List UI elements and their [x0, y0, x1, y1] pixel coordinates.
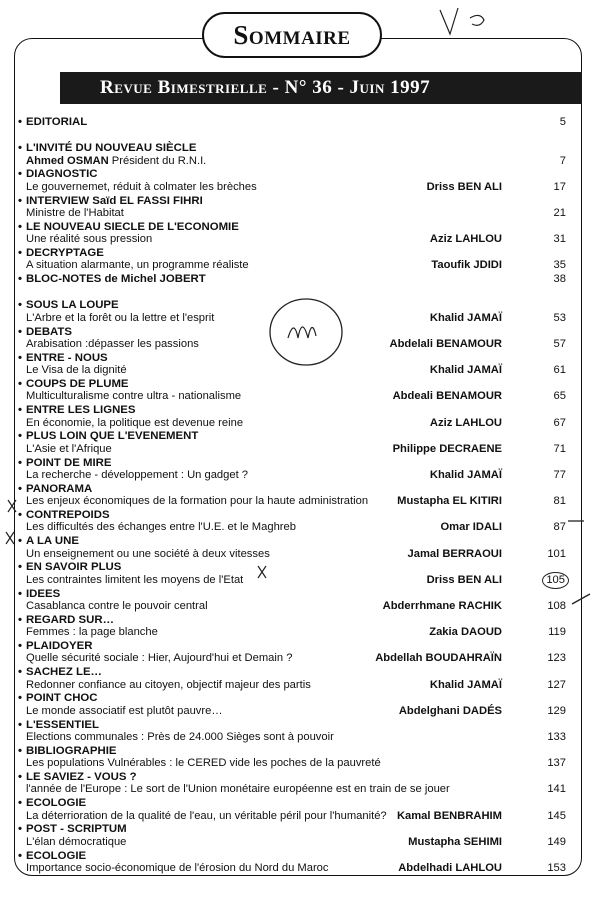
toc-article-title: Le Visa de la dignité: [26, 364, 127, 377]
toc-page-number: 53: [553, 311, 566, 324]
bullet: •: [18, 194, 22, 207]
toc-page-number: 17: [553, 180, 566, 193]
bullet: •: [18, 744, 22, 757]
toc-article-title: Multiculturalisme contre ultra - nationalisme: [26, 390, 242, 403]
toc-article-title: L'élan démocratique: [26, 835, 127, 848]
bullet: •: [18, 247, 22, 259]
toc-page-number: 127: [547, 678, 566, 691]
toc-section-title: ECOLOGIE: [26, 849, 87, 862]
toc-article-title: Le gouvernemet, réduit à colmater les brèches: [26, 180, 257, 193]
bullet: •: [18, 116, 22, 128]
bullet: •: [18, 561, 22, 574]
x-mark: [6, 532, 14, 544]
toc-page-number: 81: [553, 495, 566, 508]
toc-article-title: Ahmed OSMAN Président du R.N.I.: [26, 154, 207, 167]
bullet: •: [18, 220, 22, 233]
toc-page-number: 133: [547, 731, 566, 743]
toc-author: Khalid JAMAÏ: [429, 364, 502, 377]
toc-author: Khalid JAMAÏ: [429, 469, 502, 481]
toc-author: Khalid JAMAÏ: [429, 311, 502, 324]
bullet: •: [18, 509, 22, 521]
bullet: •: [18, 849, 22, 862]
toc-article-title: Les enjeux économiques de la formation pour la haute administration: [26, 495, 369, 508]
toc-page-number: 105: [542, 572, 569, 589]
toc-article-title: L'Asie et l'Afrique: [26, 442, 112, 455]
toc-page-number: 145: [547, 809, 566, 822]
bullet: •: [18, 692, 22, 705]
toc-section-title: L'INVITÉ DU NOUVEAU SIÈCLE: [26, 142, 197, 155]
scribble-mark: [440, 8, 484, 34]
toc-article-title: Femmes : la page blanche: [26, 626, 158, 639]
toc-section-title: LE NOUVEAU SIECLE DE L'ECONOMIE: [26, 220, 239, 233]
bullet: •: [18, 823, 22, 836]
toc-section-title: POINT CHOC: [26, 692, 98, 705]
toc-section-title: ENTRE - NOUS: [26, 351, 108, 364]
bullet: •: [18, 430, 22, 443]
toc-article-title: A situation alarmante, un programme réaliste: [26, 259, 249, 272]
toc-section-title: SACHEZ LE…: [26, 666, 102, 679]
toc-author: Omar IDALI: [440, 521, 502, 534]
toc-author: Mustapha SEHIMI: [408, 835, 502, 848]
toc-page-number: 71: [553, 442, 566, 455]
toc-article-title: Casablanca contre le pouvoir central: [26, 600, 208, 612]
bullet: •: [18, 168, 22, 181]
toc-article-title: Les difficultés des échanges entre l'U.E. et le Maghreb: [26, 521, 296, 534]
bullet: •: [18, 351, 22, 364]
toc-section-title: L'ESSENTIEL: [26, 718, 99, 731]
toc-page-number: 141: [547, 783, 566, 796]
toc-article-title: La déterrioration de la qualité de l'eau, un véritable péril pour l'humanité?: [26, 809, 387, 822]
toc-article-title: La recherche - développement : Un gadget ?: [26, 469, 249, 481]
toc-page-number: 65: [553, 390, 566, 403]
toc-section-title: BLOC-NOTES de Michel JOBERT: [26, 273, 206, 286]
toc-author: Abdelhadi LAHLOU: [398, 862, 502, 874]
toc-page-number: 5: [559, 116, 566, 128]
toc-article-title: l'année de l'Europe : Le sort de l'Union monétaire européenne est en train de se jouer: [26, 783, 450, 796]
toc-page-number: 67: [553, 416, 566, 429]
toc-page-number: 129: [547, 704, 566, 717]
toc-article-title: Un enseignement ou une société à deux vitesses: [26, 547, 270, 560]
toc-page-number: 35: [553, 259, 566, 272]
toc-author: Abdellah BOUDAHRAÏN: [375, 652, 502, 665]
bullet: •: [18, 640, 22, 652]
toc-author: Abdelali BENAMOUR: [389, 338, 502, 350]
toc-page-number: 108: [547, 600, 566, 612]
toc-page-number: 87: [553, 521, 566, 534]
toc-author: Khalid JAMAÏ: [429, 678, 502, 691]
toc-section-title: EN SAVOIR PLUS: [26, 561, 122, 574]
toc-article-title: Le monde associatif est plutôt pauvre…: [26, 704, 223, 717]
bullet: •: [18, 456, 22, 469]
bullet: •: [18, 666, 22, 679]
issue-banner-text: Revue Bimestrielle - N° 36 - Juin 1997: [100, 77, 431, 98]
toc-section-title: DEBATS: [26, 325, 72, 338]
toc-article-title: Les populations Vulnérables : le CERED vide les poches de la pauvreté: [26, 757, 381, 770]
toc-article-title: En économie, la politique est devenue reine: [26, 416, 244, 429]
toc-page-number: 119: [548, 626, 566, 639]
toc-article-title: Arabisation :dépasser les passions: [26, 338, 199, 350]
page-title: Sommaire: [233, 19, 351, 50]
toc-article-title: Quelle sécurité sociale : Hier, Aujourd'hui et Demain ?: [26, 652, 293, 665]
toc-author: Philippe DECRAENE: [392, 442, 502, 455]
toc-author: Zakia DAOUD: [429, 626, 502, 639]
toc-page-number: 77: [553, 469, 566, 481]
toc-page-number: 31: [553, 233, 566, 246]
bullet: •: [18, 325, 22, 338]
toc-author: Jamal BERRAOUI: [407, 547, 502, 560]
toc-section-title: PLAIDOYER: [26, 640, 93, 652]
toc-author: Aziz LAHLOU: [429, 416, 502, 429]
bullet: •: [18, 535, 22, 548]
bullet: •: [18, 771, 22, 783]
doodle-scribble: [288, 327, 316, 338]
toc-article-title: Redonner confiance au citoyen, objectif majeur des partis: [26, 678, 311, 691]
bullet: •: [18, 613, 22, 626]
bullet: •: [18, 587, 22, 600]
toc-article-title: Ministre de l'Habitat: [26, 207, 124, 219]
toc-page-number: 101: [547, 547, 566, 560]
toc-article-title: L'Arbre et la forêt ou la lettre et l'esprit: [26, 311, 215, 324]
toc-author: Mustapha EL KITIRI: [397, 495, 502, 508]
toc-page-number: 137: [547, 757, 566, 770]
toc-article-title: Les contraintes limitent les moyens de l'Etat: [26, 573, 244, 586]
toc-section-title: ENTRE LES LIGNES: [26, 404, 136, 417]
toc-section-title: DECRYPTAGE: [26, 247, 104, 259]
toc-author: Abderrhmane RACHIK: [382, 600, 502, 612]
toc-section-title: LE SAVIEZ - VOUS ?: [26, 771, 137, 783]
toc-author: Abdelghani DADÉS: [398, 704, 502, 717]
bullet: •: [18, 378, 22, 390]
toc-article-title: Importance socio-économique de l'érosion du Nord du Maroc: [26, 862, 329, 874]
toc-section-title: IDEES: [26, 587, 61, 600]
toc-author: Kamal BENBRAHIM: [396, 809, 502, 822]
toc-section-title: EDITORIAL: [26, 116, 88, 128]
bullet: •: [18, 482, 22, 495]
bullet: •: [18, 404, 22, 417]
x-mark: [8, 500, 16, 512]
toc-section-title: INTERVIEW Saïd EL FASSI FIHRI: [26, 194, 203, 207]
toc-page-number: 7: [559, 154, 566, 167]
toc-article-title: Elections communales : Près de 24.000 Sièges sont à pouvoir: [26, 731, 334, 743]
toc-author: Driss BEN ALI: [426, 573, 502, 586]
bullet: •: [18, 718, 22, 731]
toc-section-title: SOUS LA LOUPE: [26, 299, 119, 312]
toc-section-title: PANORAMA: [26, 482, 93, 495]
toc-section-title: CONTREPOIDS: [26, 509, 110, 521]
toc-section-title: PLUS LOIN QUE L'EVENEMENT: [26, 430, 199, 443]
bullet: •: [18, 142, 22, 155]
toc-page-number: 149: [547, 835, 566, 848]
toc-section-title: COUPS DE PLUME: [26, 378, 129, 390]
x-mark: [258, 566, 266, 578]
toc-section-title: POINT DE MIRE: [26, 456, 112, 469]
toc-section-title: POST - SCRIPTUM: [26, 823, 127, 836]
bullet: •: [18, 797, 22, 810]
toc-page-number: 38: [553, 273, 566, 286]
bullet: •: [18, 273, 22, 286]
toc-section-title: A LA UNE: [26, 535, 79, 548]
margin-dash: [572, 594, 590, 604]
toc-section-title: REGARD SUR…: [26, 613, 114, 626]
toc-page-number: 57: [553, 338, 566, 350]
toc-page-number: 61: [553, 364, 566, 377]
toc-section-title: BIBLIOGRAPHIE: [26, 744, 117, 757]
toc-author: Aziz LAHLOU: [429, 233, 502, 246]
toc-page-number: 153: [547, 862, 566, 874]
toc-page-number: 123: [547, 652, 566, 665]
toc-page-number: 21: [553, 207, 566, 219]
toc-section-title: ECOLOGIE: [26, 797, 87, 810]
toc-author: Taoufik JDIDI: [431, 259, 502, 272]
toc-article-title: Une réalité sous pression: [26, 233, 153, 246]
bullet: •: [18, 299, 22, 312]
toc-author: Driss BEN ALI: [426, 180, 502, 193]
toc-section-title: DIAGNOSTIC: [26, 168, 98, 181]
toc-author: Abdeali BENAMOUR: [392, 390, 502, 403]
